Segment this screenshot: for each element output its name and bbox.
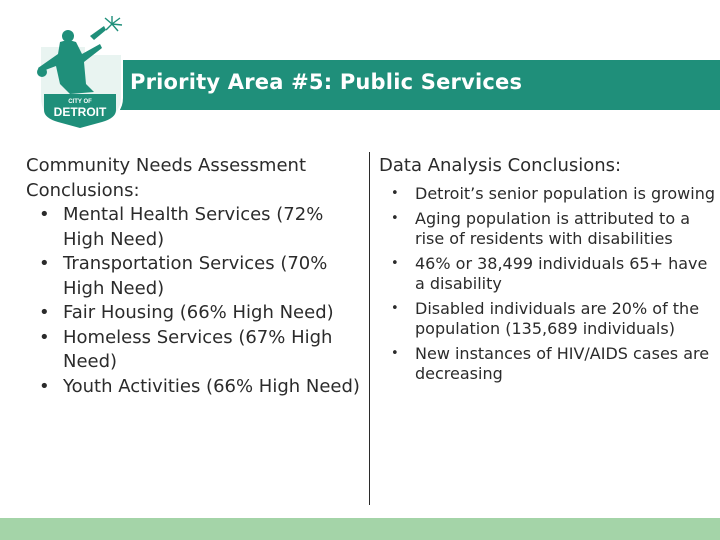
- data-analysis-list: [379, 184, 715, 385]
- bullet-icon: •: [391, 210, 399, 226]
- list-item-text: Disabled individuals are 20% of the population (135,689 individuals): [415, 298, 700, 338]
- slide-title: Priority Area #5: Public Services: [130, 70, 523, 94]
- data-analysis-heading: Data Analysis Conclusions:: [379, 155, 622, 176]
- list-item-text: Homeless Services (67% High Need): [63, 326, 333, 372]
- bullet-icon: •: [39, 375, 50, 397]
- title-bar: [120, 60, 720, 110]
- list-item: [379, 299, 715, 340]
- bullet-icon: •: [39, 326, 50, 348]
- list-item-text: Detroit’s senior population is growing: [415, 184, 715, 203]
- list-item: [26, 301, 361, 326]
- community-needs-heading: Community Needs Assessment Conclusions:: [26, 155, 307, 201]
- logo-city-of-text: CITY OF: [68, 99, 92, 105]
- bullet-icon: •: [391, 186, 399, 201]
- list-item: [26, 375, 361, 400]
- list-item-text: Mental Health Services (72% High Need): [63, 204, 324, 250]
- list-item: [379, 344, 715, 385]
- sun-rays-icon: [105, 16, 122, 31]
- list-item: [26, 203, 361, 252]
- list-item: [379, 254, 715, 295]
- list-item: [379, 184, 715, 205]
- column-divider: [369, 152, 370, 505]
- bullet-icon: •: [391, 255, 399, 271]
- list-item-text: 46% or 38,499 individuals 65+ have a disability: [415, 253, 708, 293]
- city-of-detroit-logo: [30, 14, 130, 130]
- list-item: [26, 326, 361, 375]
- list-item-text: Transportation Services (70% High Need): [63, 253, 328, 299]
- list-item-text: Aging population is attributed to a rise of residents with disabilities: [415, 208, 691, 248]
- footer-bar: [0, 518, 720, 540]
- list-item-text: New instances of HIV/AIDS cases are decreasing: [415, 343, 710, 383]
- list-item: [379, 209, 715, 250]
- logo-detroit-text: DETROIT: [53, 105, 107, 119]
- data-analysis-column: [379, 154, 715, 389]
- list-item-text: Fair Housing (66% High Need): [63, 302, 334, 323]
- bullet-icon: •: [39, 204, 50, 225]
- list-item-text: Youth Activities (66% High Need): [63, 375, 360, 397]
- community-needs-column: [26, 154, 361, 399]
- bullet-icon: •: [391, 345, 399, 361]
- community-needs-list: [26, 203, 361, 399]
- list-item: [26, 252, 361, 301]
- bullet-icon: •: [391, 300, 399, 316]
- bullet-icon: •: [39, 302, 50, 323]
- bullet-icon: •: [39, 253, 50, 274]
